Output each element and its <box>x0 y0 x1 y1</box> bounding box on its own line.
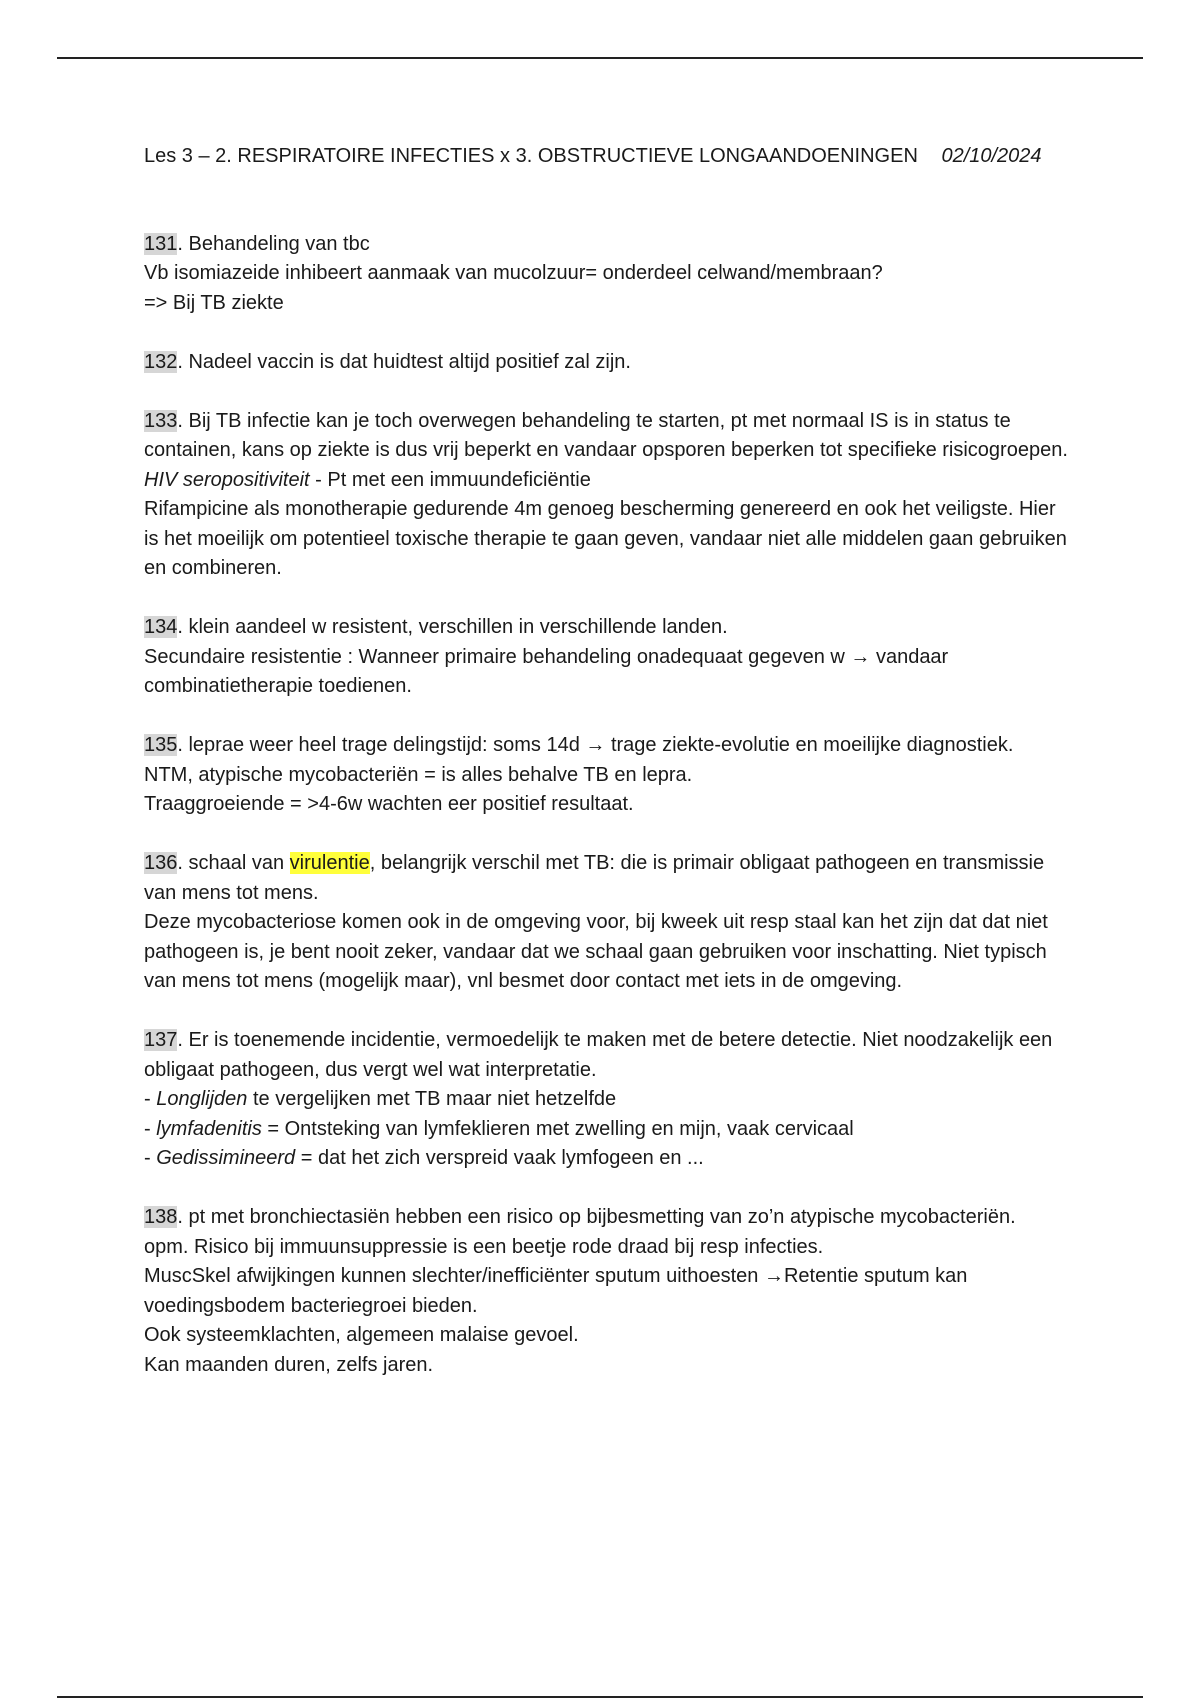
paragraph: opm. Risico bij immuunsuppressie is een beetje rode draad bij resp infecties. <box>144 1235 824 1258</box>
paragraph: Vb isomiazeide inhibeert aanmaak van mucolzuur= onderdeel celwand/membraan? <box>144 262 883 284</box>
section-134 <box>144 613 1074 702</box>
paragraph: 132. Nadeel vaccin is dat huidtest altijd positief zal zijn. <box>144 350 631 373</box>
paragraph: Kan maanden duren, zelfs jaren. <box>144 1353 434 1376</box>
paragraph: 133. Bij TB infectie kan je toch overwegen behandeling te starten, pt met normaal IS is in status te containen, kans op ziekte is dus vrij beperkt en vandaar opsporen beperken tot specifieke risicogroepen. <box>144 409 1068 461</box>
paragraph: HIV seropositiviteit - Pt met een immuundeficiëntie <box>144 468 591 491</box>
paragraph: 136. schaal van virulentie, belangrijk verschil met TB: die is primair obligaat pathogeen en transmissie van mens tot mens. <box>144 852 1045 904</box>
bullet-line: - Longlijden te vergelijken met TB maar niet hetzelfde <box>144 1088 617 1110</box>
section-137 <box>144 1026 1074 1174</box>
item-number: 134 <box>144 616 178 638</box>
italic-term: Gedissimineerd <box>156 1147 296 1169</box>
item-number: 136 <box>144 852 178 874</box>
paragraph: 135. leprae weer heel trage delingstijd: soms 14d → trage ziekte-evolutie en moeilijke diagnostiek. <box>144 734 1014 756</box>
section-133 <box>144 407 1074 584</box>
item-number: 131 <box>144 232 178 255</box>
bullet-line: - lymfadenitis = Ontsteking van lymfeklieren met zwelling en mijn, vaak cervicaal <box>144 1117 854 1140</box>
paragraph: 134. klein aandeel w resistent, verschillen in verschillende landen. <box>144 616 728 638</box>
paragraph: => Bij TB ziekte <box>144 291 284 314</box>
item-number: 132 <box>144 350 178 373</box>
paragraph: Rifampicine als monotherapie gedurende 4m genoeg bescherming genereerd en ook het veiligste. Hier is het moeilijk om potentieel toxische therapie te gaan geven, vandaar niet alle middelen gaan gebruiken en combineren. <box>144 498 1067 579</box>
italic-term: Longlijden <box>156 1088 248 1110</box>
italic-term: lymfadenitis <box>156 1117 262 1140</box>
item-number: 137 <box>144 1029 178 1051</box>
item-number: 135 <box>144 734 178 756</box>
paragraph: Secundaire resistentie : Wanneer primaire behandeling onadequaat gegeven w → vandaar combinatietherapie toedienen. <box>144 645 949 697</box>
paragraph: MuscSkel afwijkingen kunnen slechter/inefficiënter sputum uithoesten →Retentie sputum kan voedingsbodem bacteriegroei bieden. <box>144 1265 968 1317</box>
section-138 <box>144 1203 1074 1380</box>
paragraph: 137. Er is toenemende incidentie, vermoedelijk te maken met de betere detectie. Niet noodzakelijk een obligaat pathogeen, dus vergt wel wat interpretatie. <box>144 1029 1053 1081</box>
bullet-line: - Gedissimineerd = dat het zich verspreid vaak lymfogeen en ... <box>144 1147 704 1169</box>
paragraph: Traaggroeiende = >4-6w wachten eer positief resultaat. <box>144 793 634 815</box>
document-body <box>144 120 1074 1380</box>
section-136 <box>144 849 1074 997</box>
section-132 <box>144 348 1074 378</box>
paragraph: NTM, atypische mycobacteriën = is alles behalve TB en lepra. <box>144 763 693 786</box>
item-number: 133 <box>144 409 178 432</box>
item-number: 138 <box>144 1206 178 1228</box>
highlighted-term: virulentie <box>289 852 370 874</box>
section-131 <box>144 230 1074 319</box>
italic-term: HIV seropositiviteit <box>144 468 310 491</box>
page-title: Les 3 – 2. RESPIRATOIRE INFECTIES x 3. OBSTRUCTIEVE LONGAANDOENINGEN <box>144 145 918 167</box>
page-date: 02/10/2024 <box>941 145 1042 167</box>
section-135 <box>144 731 1074 820</box>
paragraph: 131. Behandeling van tbc <box>144 232 370 255</box>
paragraph: Deze mycobacteriose komen ook in de omgeving voor, bij kweek uit resp staal kan het zijn dat dat niet pathogeen is, je bent nooit zeker, vandaar dat we schaal gaan gebruiken voor inschatting. Niet typisch van mens tot mens (mogelijk maar), vnl besmet door contact met iets in de omgeving. <box>144 911 1048 992</box>
top-rule <box>57 57 1143 59</box>
paragraph: 138. pt met bronchiectasiën hebben een risico op bijbesmetting van zo’n atypische mycobacteriën. <box>144 1206 1016 1228</box>
paragraph: Ook systeemklachten, algemeen malaise gevoel. <box>144 1324 579 1346</box>
page-header <box>144 142 1074 172</box>
bottom-rule <box>57 1696 1143 1698</box>
